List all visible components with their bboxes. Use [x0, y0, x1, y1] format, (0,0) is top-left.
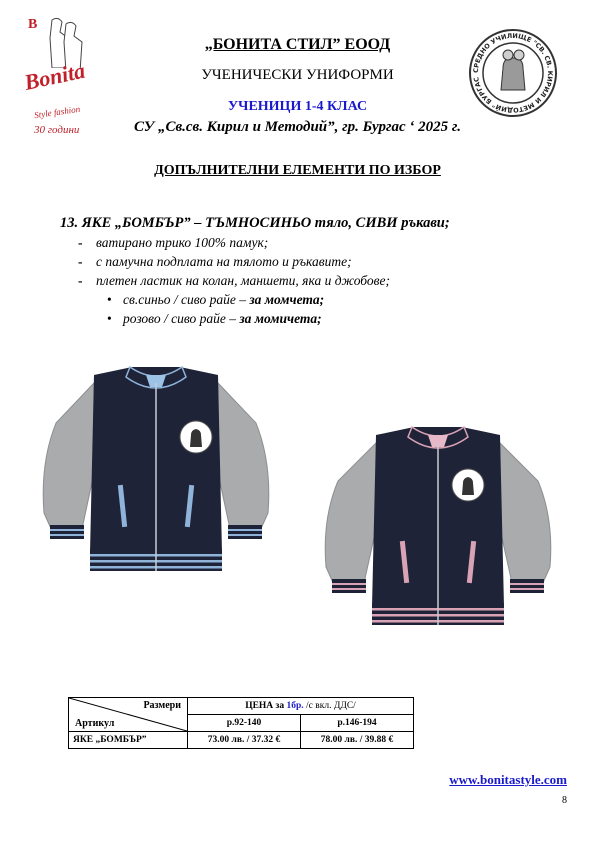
article-label: Артикул — [75, 718, 115, 729]
jacket-boys-image — [36, 353, 276, 590]
website-link[interactable]: www.bonitastyle.com — [449, 772, 567, 787]
item-title: 13. ЯКЕ „БОМБЪР” – ТЪМНОСИНЬО тяло, СИВИ ръкави; — [60, 215, 450, 231]
article-name: ЯКЕ „БОМБЪР” — [69, 732, 188, 749]
school-line: СУ „Св.св. Кирил и Методий”, гр. Бургас ‘ 2025 г. — [133, 119, 462, 135]
size-range-header: р.146-194 — [301, 715, 414, 732]
price-cell: 78.00 лв. / 39.88 € — [301, 732, 414, 749]
section-title: ДОПЪЛНИТЕЛНИ ЕЛЕМЕНТИ ПО ИЗБОР — [154, 163, 441, 178]
price-cell: 73.00 лв. / 37.32 € — [188, 732, 301, 749]
svg-text:B: B — [28, 17, 38, 32]
feature-bullet: - ватирано трико 100% памук; — [78, 235, 269, 250]
table-corner-header — [69, 698, 188, 732]
feature-bullet: - плетен ластик на колан, маншети, яка и джобове; — [78, 273, 391, 288]
logo-brand: Bonita — [22, 57, 88, 95]
logo-anniversary: 30 години — [34, 124, 80, 136]
option-girls: • розово / сиво райе – за момичета; — [107, 311, 322, 326]
logo-tagline: Style fashion — [33, 103, 81, 121]
option-boys: • св.синьо / сиво райе – за момчета; — [107, 292, 325, 307]
sizes-label: Размери — [143, 700, 181, 711]
price-table — [68, 697, 414, 749]
seal-text: СРЕДНО УЧИЛИЩЕ "СВ. СВ. КИРИЛ И МЕТОДИЙ" БУРГАС — [471, 31, 555, 115]
grade-label: УЧЕНИЦИ 1-4 КЛАС — [227, 99, 368, 114]
price-header: ЦЕНА за 1бр. /с вкл. ДДС/ — [188, 698, 414, 715]
feature-bullet: - с памучна подплата на тялото и ръкавите; — [78, 254, 352, 269]
company-name: „БОНИТА СТИЛ” ЕООД — [204, 36, 391, 53]
jacket-girls-image — [318, 415, 558, 643]
page-number: 8 — [562, 795, 567, 806]
document-subtitle: УЧЕНИЧЕСКИ УНИФОРМИ — [201, 67, 394, 83]
size-range-header: р.92-140 — [188, 715, 301, 732]
table-row — [69, 732, 414, 749]
